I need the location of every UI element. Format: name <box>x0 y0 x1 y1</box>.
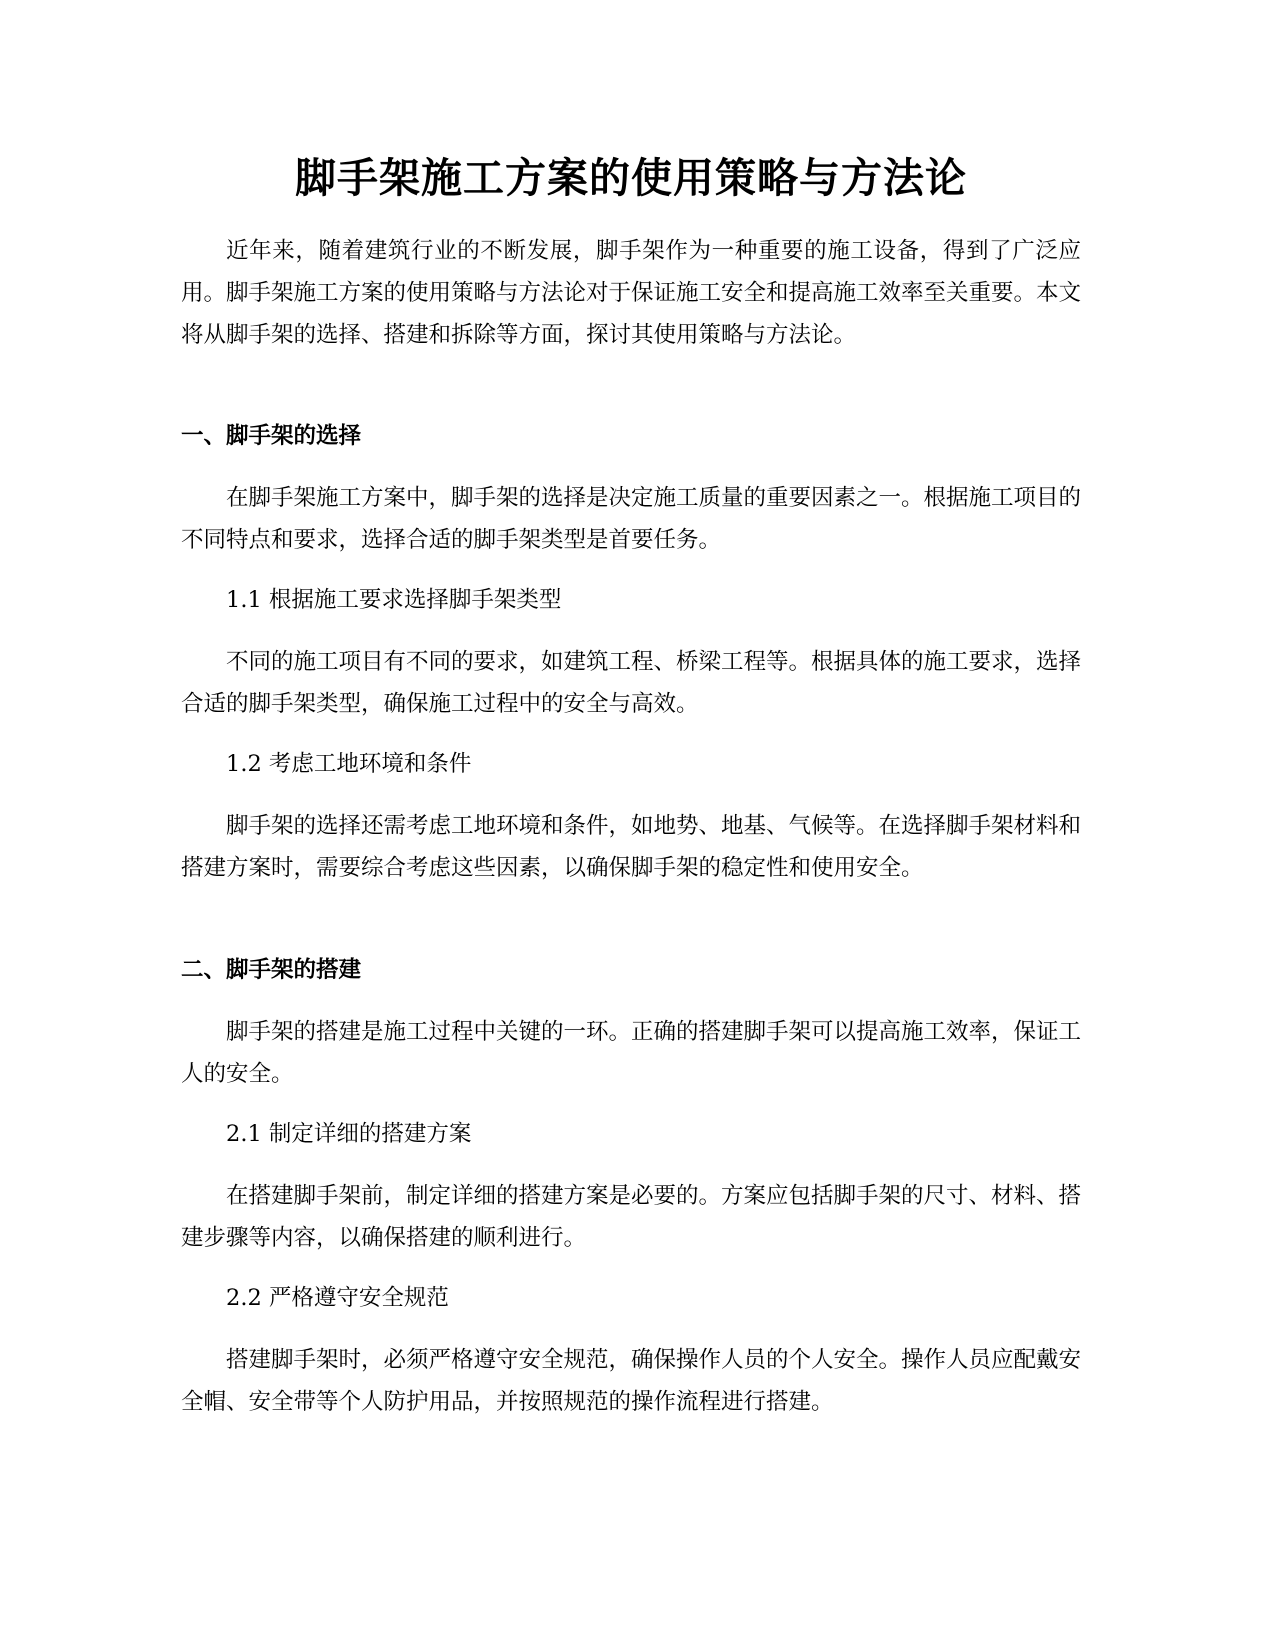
subsection-title-2-1: 2.1 制定详细的搭建方案 <box>226 1121 472 1147</box>
subsection-body-2-2: 搭建脚手架时，必须严格遵守安全规范，确保操作人员的个人安全。操作人员应配戴安全帽、安全带等个人防护用品，并按照规范的操作流程进行搭建。 <box>181 1347 1082 1415</box>
subsection-body-1-2: 脚手架的选择还需考虑工地环境和条件，如地势、地基、气候等。在选择脚手架材料和搭建方案时，需要综合考虑这些因素，以确保脚手架的稳定性和使用安全。 <box>181 813 1082 881</box>
subsection-body-1-1: 不同的施工项目有不同的要求，如建筑工程、桥梁工程等。根据具体的施工要求，选择合适的脚手架类型，确保施工过程中的安全与高效。 <box>181 649 1082 717</box>
subsection-title-2-2: 2.2 严格遵守安全规范 <box>226 1285 449 1311</box>
section-intro-erection: 脚手架的搭建是施工过程中关键的一环。正确的搭建脚手架可以提高施工效率，保证工人的安全。 <box>181 1019 1082 1087</box>
intro-paragraph: 近年来，随着建筑行业的不断发展，脚手架作为一种重要的施工设备，得到了广泛应用。脚手架施工方案的使用策略与方法论对于保证施工安全和提高施工效率至关重要。本文将从脚手架的选择、搭建和拆除等方面，探讨其使用策略与方法论。 <box>181 238 1082 348</box>
section-intro-selection: 在脚手架施工方案中，脚手架的选择是决定施工质量的重要因素之一。根据施工项目的不同特点和要求，选择合适的脚手架类型是首要任务。 <box>181 485 1082 553</box>
section-heading-selection: 一、脚手架的选择 <box>181 423 362 449</box>
subsection-title-1-2: 1.2 考虑工地环境和条件 <box>226 751 472 777</box>
document-title: 脚手架施工方案的使用策略与方法论 <box>295 154 967 202</box>
subsection-title-1-1: 1.1 根据施工要求选择脚手架类型 <box>226 587 562 613</box>
subsection-body-2-1: 在搭建脚手架前，制定详细的搭建方案是必要的。方案应包括脚手架的尺寸、材料、搭建步骤等内容，以确保搭建的顺利进行。 <box>181 1183 1082 1251</box>
section-heading-erection: 二、脚手架的搭建 <box>181 957 362 983</box>
